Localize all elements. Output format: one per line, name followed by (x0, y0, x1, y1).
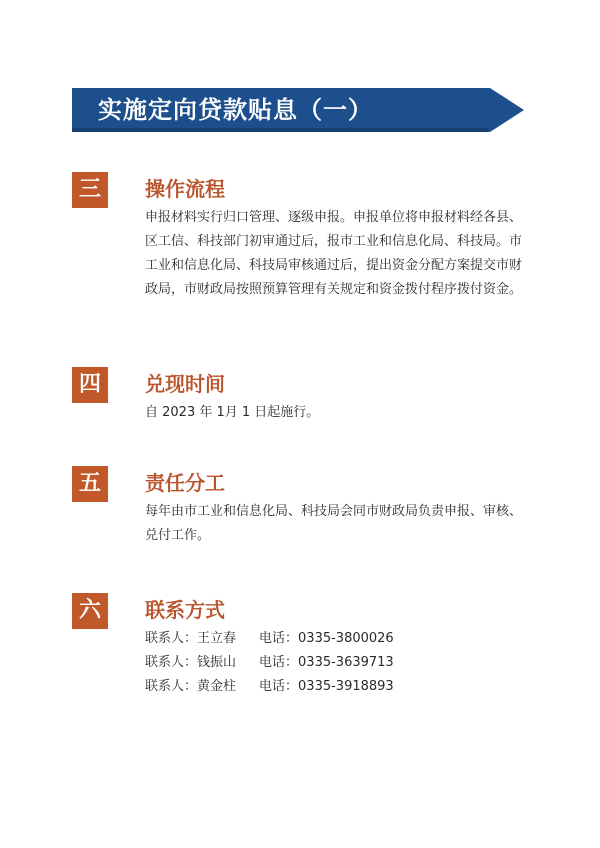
contact-label: 联系人： (145, 679, 198, 694)
section-title: 操作流程 (145, 177, 225, 201)
section-title: 兑现时间 (145, 372, 225, 396)
section-body-text: 自 2023 年 1月 1 日起施行。 (145, 405, 320, 420)
contact-phone-label: 电话： (259, 679, 299, 694)
contact-label: 联系人： (145, 655, 198, 670)
section-banner (72, 88, 524, 132)
section-operation-process (72, 172, 532, 332)
banner-title: 实施定向贷款贴息（一） (98, 96, 373, 124)
contact-row (145, 627, 531, 651)
section-number-badge: 四 (72, 367, 108, 403)
contact-phone[interactable]: 0335-3800026 (298, 631, 394, 646)
contact-phone[interactable]: 0335-3639713 (298, 655, 394, 670)
section-responsibility (72, 466, 532, 556)
contact-phone-label: 电话： (259, 655, 299, 670)
contact-row (145, 651, 531, 675)
section-body-text: 申报材料实行归口管理、逐级申报。申报单位将申报材料经各县、区工信、科技部门初审通过后，报市工业和信息化局、科技局。市工业和信息化局、科技局审核通过后，提出资金分配方案提交市财政局，市财政局按照预算管理有关规定和资金拨付程序拨付资金。 (145, 210, 523, 297)
contact-phone[interactable]: 0335-3918893 (298, 679, 394, 694)
contact-list (145, 627, 531, 699)
contact-row (145, 675, 531, 699)
section-title: 联系方式 (145, 598, 225, 622)
contact-label: 联系人： (145, 631, 198, 646)
contact-name: 黄金柱 (197, 679, 237, 694)
section-number-badge: 六 (72, 593, 108, 629)
section-number-badge: 五 (72, 466, 108, 502)
section-redemption-time (72, 367, 532, 437)
section-contact (72, 593, 532, 713)
contact-phone-label: 电话： (259, 631, 299, 646)
section-title: 责任分工 (145, 471, 225, 495)
contact-name: 钱振山 (197, 655, 237, 670)
contact-name: 王立春 (197, 631, 237, 646)
section-body-text: 每年由市工业和信息化局、科技局会同市财政局负责申报、审核、兑付工作。 (145, 504, 523, 543)
section-number-badge: 三 (72, 172, 108, 208)
